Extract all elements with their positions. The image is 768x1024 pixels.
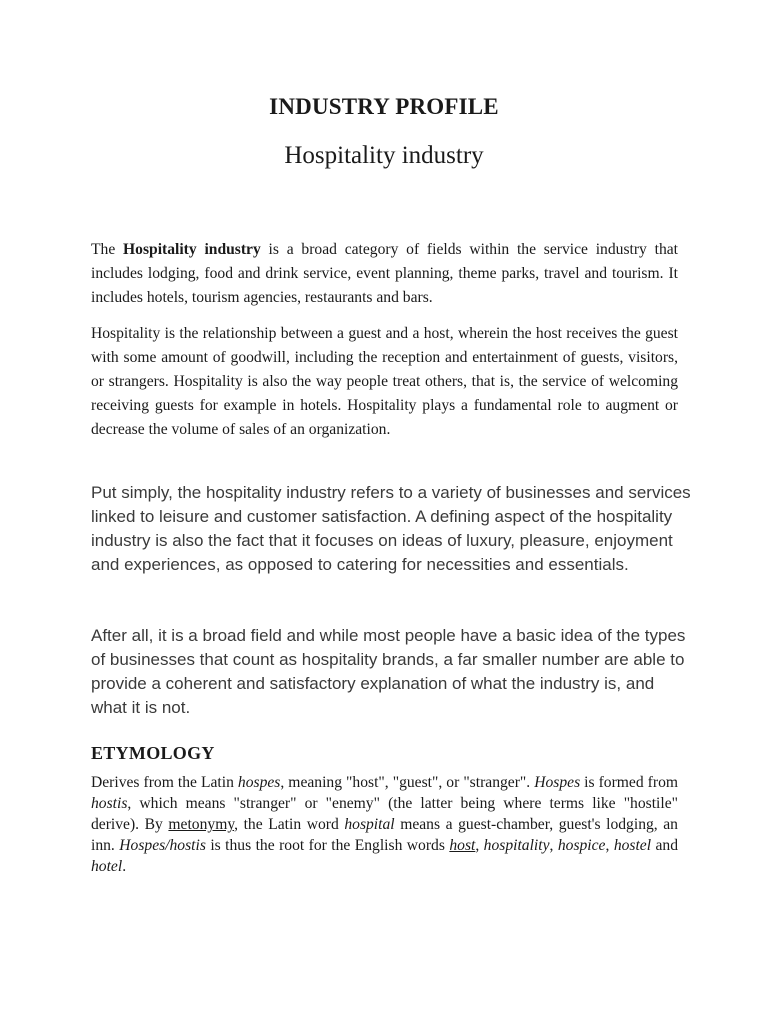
ety-text: Derives from the Latin xyxy=(91,774,238,791)
ety-text: , meaning "host", "guest", or "stranger". xyxy=(280,774,535,791)
intro-paragraph xyxy=(91,238,678,310)
etymology-heading: ETYMOLOGY xyxy=(91,743,215,763)
ety-text: . xyxy=(122,858,127,875)
ety-word-hospitality: hospitality xyxy=(483,837,550,854)
ety-word-hotel: hotel xyxy=(91,858,123,875)
ety-text: means a guest-chamber, guest's lodging, an inn. xyxy=(91,816,678,854)
summary-paragraph: Put simply, the hospitality industry refers to a variety of businesses and services linked to leisure and customer satisfaction. A defining aspect of the hospitality industry is also the fact that it focuses on ideas of luxury, pleasure, enjoyment and experiences, as opposed to catering for necessities and essentials. xyxy=(91,483,691,574)
intro-bold-term: Hospitality industry xyxy=(123,241,261,258)
etymology-paragraph xyxy=(91,772,678,877)
page-title: INDUSTRY PROFILE xyxy=(269,94,499,119)
intro-text-start: The xyxy=(91,241,124,258)
ety-text: and xyxy=(651,837,679,854)
ety-text: , xyxy=(475,837,484,854)
page-subtitle: Hospitality industry xyxy=(284,142,484,169)
intro-text-rest: is a broad category of fields within the service industry that includes lodging, food and drink service, event planning, theme parks, travel and tourism. It includes hotels, tourism agencies, restaurants and bars. xyxy=(91,241,678,306)
metonymy-link[interactable]: metonymy xyxy=(168,816,235,833)
ety-word-hospes-cap: Hospes xyxy=(534,774,581,791)
broad-field-paragraph: After all, it is a broad field and while most people have a basic idea of the types of businesses that count as hospitality brands, a far smaller number are able to provide a coherent and satisfactory explanation of what the industry is, and what it is not. xyxy=(91,626,686,717)
hospitality-definition-paragraph: Hospitality is the relationship between a guest and a host, wherein the host receives the guest with some amount of goodwill, including the reception and entertainment of guests, visitors, or strangers. Hospitality is also the way people treat others, that is, the service of welcoming receiving guests for example in hotels. Hospitality plays a fundamental role to augment or decrease the volume of sales of an organization. xyxy=(91,325,678,438)
ety-word-hospice: hospice xyxy=(557,837,606,854)
ety-word-hospital: hospital xyxy=(344,816,395,833)
ety-text: , xyxy=(549,837,558,854)
ety-word-hostel: hostel xyxy=(613,837,652,854)
host-link[interactable]: host xyxy=(449,837,476,854)
ety-text: , xyxy=(605,837,614,854)
ety-word-hostis: hostis xyxy=(91,795,128,812)
ety-word-hospes: hospes xyxy=(237,774,281,791)
ety-text: is formed from xyxy=(580,774,678,791)
ety-text: is thus the root for the English words xyxy=(205,837,450,854)
ety-text: , which means "stranger" or "enemy" (the latter being where terms like "hostile" derive). By xyxy=(91,795,678,833)
ety-text: , the Latin word xyxy=(234,816,345,833)
ety-word-hospes-hostis: Hospes/hostis xyxy=(119,837,206,854)
